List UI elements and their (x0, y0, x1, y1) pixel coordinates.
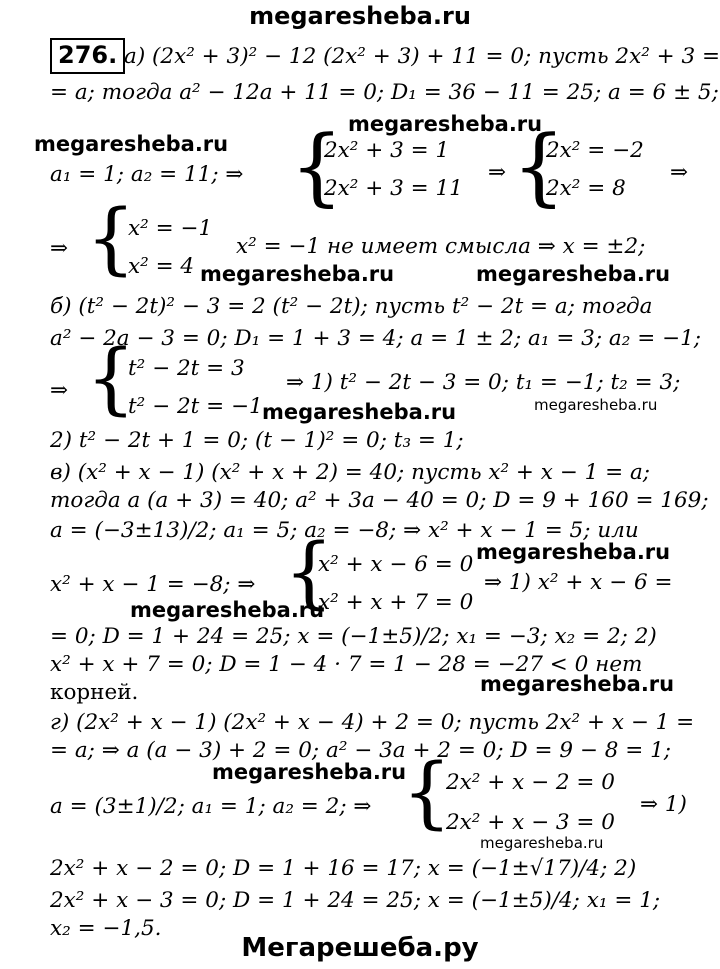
math-line-7: ⇒ 1) t² − 2t − 3 = 0; t₁ = −1; t₂ = 3; (286, 370, 681, 395)
left-brace: { (512, 117, 566, 215)
watermark: megaresheba.ru (212, 760, 407, 784)
system-3-eq-a: x² = −1 (128, 216, 213, 241)
math-line-13: = 0; D = 1 + 24 = 25; x = (−1±5)/2; x₁ = −3; x₂ = 2; 2) (50, 624, 657, 649)
implies-arrow: ⇒ (670, 160, 689, 185)
site-footer: Мегарешеба.ру (241, 933, 479, 963)
math-line-19: 2x² + x − 2 = 0; D = 1 + 16 = 17; x = (−1±√17)/4; 2) (50, 856, 637, 881)
watermark: megaresheba.ru (34, 132, 229, 156)
system-4-eq-a: t² − 2t = 3 (128, 356, 245, 381)
math-line-21: x₂ = −1,5. (50, 916, 162, 941)
math-line-10: тогда a (a + 3) = 40; a² + 3a − 40 = 0; D = 9 + 160 = 169; (50, 488, 709, 513)
system-1-eq-b: 2x² + 3 = 11 (324, 176, 463, 201)
math-line-1: а) (2x² + 3)² − 12 (2x² + 3) + 11 = 0; пусть 2x² + 3 = (124, 44, 720, 69)
math-line-12-cont: ⇒ 1) x² + x − 6 = (484, 570, 673, 595)
math-line-20: 2x² + x − 3 = 0; D = 1 + 24 = 25; x = (−1±5)/4; x₁ = 1; (50, 888, 661, 913)
math-line-18-cont: ⇒ 1) (640, 792, 687, 817)
watermark: megaresheba.ru (476, 540, 671, 564)
system-6-eq-a: 2x² + x − 2 = 0 (446, 770, 615, 795)
math-line-14: x² + x + 7 = 0; D = 1 − 4 · 7 = 1 − 28 = −27 < 0 нет (50, 652, 643, 677)
implies-arrow: ⇒ (488, 160, 507, 185)
math-line-9: в) (x² + x − 1) (x² + x + 2) = 40; пусть x² + x − 1 = a; (50, 460, 651, 485)
math-line-12: x² + x − 1 = −8; ⇒ (50, 572, 256, 597)
left-brace: { (86, 334, 136, 424)
watermark: megaresheba.ru (534, 396, 658, 414)
math-line-5: б) (t² − 2t)² − 3 = 2 (t² − 2t); пусть t² − 2t = a; тогда (50, 294, 653, 319)
left-brace: { (290, 117, 344, 215)
system-5-eq-b: x² + x + 7 = 0 (318, 590, 474, 615)
system-2-eq-b: 2x² = 8 (546, 176, 626, 201)
watermark: megaresheba.ru (200, 262, 395, 286)
math-line-3: a₁ = 1; a₂ = 11; ⇒ (50, 162, 244, 187)
watermark: megaresheba.ru (262, 400, 457, 424)
watermark: megaresheba.ru (348, 112, 543, 136)
math-line-15: корней. (50, 680, 139, 705)
watermark: megaresheba.ru (480, 672, 675, 696)
site-header: megaresheba.ru (249, 2, 471, 30)
math-line-16: г) (2x² + x − 1) (2x² + x − 4) + 2 = 0; пусть 2x² + x − 1 = (50, 710, 695, 735)
math-line-4: x² = −1 не имеет смысла ⇒ x = ±2; (236, 234, 646, 259)
implies-arrow: ⇒ (50, 378, 69, 403)
system-6-eq-b: 2x² + x − 3 = 0 (446, 810, 615, 835)
math-line-11: a = (−3±13)/2; a₁ = 5; a₂ = −8; ⇒ x² + x − 1 = 5; или (50, 518, 639, 543)
system-5-eq-a: x² + x − 6 = 0 (318, 552, 474, 577)
watermark: megaresheba.ru (480, 834, 604, 852)
math-line-18: a = (3±1)/2; a₁ = 1; a₂ = 2; ⇒ (50, 794, 372, 819)
left-brace: { (86, 194, 136, 284)
problem-number-badge: 276. (50, 38, 125, 74)
system-1-eq-a: 2x² + 3 = 1 (324, 138, 450, 163)
system-3-eq-b: x² = 4 (128, 254, 195, 279)
math-line-2: = a; тогда a² − 12a + 11 = 0; D₁ = 36 − 11 = 25; a = 6 ± 5; (50, 80, 719, 105)
watermark: megaresheba.ru (476, 262, 671, 286)
implies-arrow: ⇒ (50, 236, 69, 261)
math-line-8: 2) t² − 2t + 1 = 0; (t − 1)² = 0; t₃ = 1; (50, 428, 464, 453)
left-brace: { (284, 528, 334, 618)
math-line-17: = a; ⇒ a (a − 3) + 2 = 0; a² − 3a + 2 = 0; D = 9 − 8 = 1; (50, 738, 671, 763)
left-brace: { (402, 748, 452, 838)
system-2-eq-a: 2x² = −2 (546, 138, 644, 163)
math-line-6: a² − 2a − 3 = 0; D₁ = 1 + 3 = 4; a = 1 ± 2; a₁ = 3; a₂ = −1; (50, 326, 701, 351)
system-4-eq-b: t² − 2t = −1 (128, 394, 263, 419)
watermark: megaresheba.ru (130, 598, 325, 622)
